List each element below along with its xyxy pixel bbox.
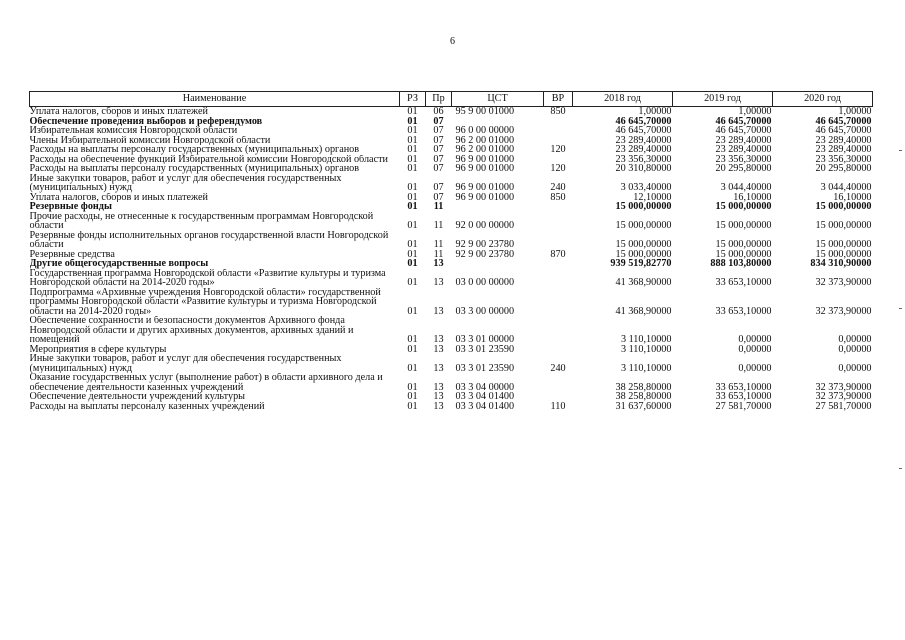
row-2019: 23 289,40000	[715, 135, 772, 145]
row-vr	[544, 212, 573, 231]
table-row	[30, 316, 873, 345]
row-rz: 01	[407, 220, 418, 231]
row-name: Оказание государственных услуг (выполнение работ) в области архивного дела и обеспечение деятельности казенных учреждений	[29, 373, 383, 392]
row-rz: 01	[407, 344, 418, 354]
row-pr: 13	[433, 334, 444, 345]
row-rz: 01	[407, 182, 418, 193]
row-vr	[544, 373, 573, 392]
row-2020: 1,00000	[838, 106, 872, 117]
row-2020: 20 295,80000	[815, 164, 872, 174]
row-2018: 15 000,00000	[615, 220, 672, 231]
row-2018: 15 000,00000	[615, 202, 672, 212]
row-2019: 33 653,10000	[715, 277, 772, 288]
row-rz: 01	[407, 145, 418, 155]
header-name: Наименование	[30, 92, 400, 107]
row-2019: 23 356,30000	[715, 154, 772, 164]
table-row	[30, 345, 873, 355]
row-cst: 95 9 00 01000	[455, 106, 515, 117]
row-name: Расходы на выплаты персоналу государственных (муниципальных) органов	[29, 164, 360, 174]
row-2020: 15 000,00000	[815, 220, 872, 231]
row-2018: 3 110,10000	[620, 344, 672, 354]
row-2018: 15 000,00000	[615, 249, 672, 259]
row-rz: 01	[407, 249, 418, 259]
row-vr: 110	[550, 401, 566, 411]
header-2018: 2018 год	[573, 92, 673, 107]
row-2019: 33 653,10000	[715, 381, 772, 392]
row-2019: 46 645,70000	[715, 126, 772, 136]
row-2018: 1,00000	[638, 106, 672, 117]
row-rz: 01	[407, 305, 418, 316]
row-name: Обеспечение проведения выборов и референдумов	[29, 116, 263, 126]
row-2019: 27 581,70000	[715, 401, 772, 411]
row-cst: 03 3 04 00000	[455, 381, 515, 392]
header-pr: Пр	[426, 92, 452, 107]
row-pr: 13	[433, 344, 444, 354]
table-row	[30, 107, 873, 117]
row-cst	[452, 202, 544, 212]
margin-mark	[899, 308, 902, 309]
row-name: Уплата налогов, сборов и иных платежей	[29, 192, 208, 202]
table-row	[30, 202, 873, 212]
row-vr: 870	[550, 249, 566, 259]
row-2019: 23 289,40000	[715, 145, 772, 155]
row-cst: 92 9 00 23780	[455, 249, 515, 259]
row-2020: 3 044,40000	[820, 182, 872, 193]
row-cst: 92 9 00 23780	[455, 239, 515, 250]
table-row	[30, 174, 873, 193]
row-name: Прочие расходы, не отнесенные к государственным программам Новгородской области	[29, 211, 374, 231]
row-2019: 3 044,40000	[720, 182, 772, 193]
row-2018: 46 645,70000	[615, 126, 672, 136]
table-row	[30, 193, 873, 203]
row-2019: 15 000,00000	[715, 239, 772, 250]
row-vr: 240	[550, 182, 566, 193]
row-2020: 0,00000	[838, 362, 872, 373]
row-cst: 03 3 04 01400	[455, 392, 515, 402]
margin-mark	[899, 150, 902, 151]
row-2019: 15 000,00000	[715, 220, 772, 231]
table-row	[30, 250, 873, 260]
row-rz: 01	[407, 116, 418, 126]
row-2018: 31 637,60000	[615, 401, 672, 411]
row-pr: 07	[433, 135, 444, 145]
row-name: Резервные средства	[29, 249, 115, 259]
row-vr	[544, 269, 573, 288]
row-vr: 850	[550, 106, 566, 117]
row-pr: 07	[433, 182, 444, 193]
row-pr: 13	[433, 259, 444, 269]
row-2020: 46 645,70000	[815, 126, 872, 136]
row-2019: 0,00000	[738, 344, 772, 354]
table-row	[30, 354, 873, 373]
table-row	[30, 373, 873, 392]
row-2020: 23 289,40000	[815, 135, 872, 145]
row-rz: 01	[407, 381, 418, 392]
row-2019: 1,00000	[738, 106, 772, 117]
row-pr: 11	[433, 249, 444, 259]
row-pr: 07	[433, 192, 444, 202]
row-pr: 06	[433, 106, 444, 117]
row-name: Иные закупки товаров, работ и услуг для обеспечения государственных (муниципальных) нужд	[29, 173, 342, 193]
row-2020: 23 289,40000	[815, 145, 872, 155]
row-2018: 939 519,82770	[610, 259, 672, 269]
row-rz: 01	[407, 192, 418, 202]
row-2018: 3 033,40000	[620, 182, 672, 193]
row-pr: 07	[433, 126, 444, 136]
row-2020: 15 000,00000	[815, 202, 872, 212]
row-name: Мероприятия в сфере культуры	[29, 344, 167, 354]
row-vr	[544, 392, 573, 402]
table-row	[30, 155, 873, 165]
table-row	[30, 269, 873, 288]
row-2020: 16,10000	[833, 192, 872, 202]
header-cst: ЦСТ	[452, 92, 544, 107]
header-2020: 2020 год	[773, 92, 873, 107]
table-row	[30, 231, 873, 250]
row-2019: 0,00000	[738, 362, 772, 373]
row-name: Расходы на обеспечение функций Избирательной комиссии Новгородской области	[29, 154, 388, 164]
row-pr: 11	[433, 239, 444, 250]
row-vr	[544, 202, 573, 212]
header-vr: ВР	[544, 92, 573, 107]
row-rz: 01	[407, 106, 418, 117]
row-vr	[544, 288, 573, 317]
row-name: Государственная программа Новгородской области «Развитие культуры и туризма Новгородской области на 2014-2020 годы»	[29, 268, 386, 288]
header-2019: 2019 год	[673, 92, 773, 107]
row-2018: 15 000,00000	[615, 239, 672, 250]
row-2018: 46 645,70000	[615, 116, 672, 126]
row-pr: 13	[433, 392, 444, 402]
table-body	[30, 107, 873, 412]
row-name: Резервные фонды	[29, 202, 112, 212]
row-2018: 12,10000	[633, 192, 672, 202]
row-2020: 834 310,90000	[810, 259, 872, 269]
row-2020: 15 000,00000	[815, 249, 872, 259]
row-2019: 33 653,10000	[715, 392, 772, 402]
row-vr: 120	[550, 164, 566, 174]
row-rz: 01	[407, 334, 418, 345]
row-2020: 0,00000	[838, 344, 872, 354]
row-vr	[544, 126, 573, 136]
row-name: Уплата налогов, сборов и иных платежей	[29, 106, 208, 117]
row-vr	[544, 117, 573, 127]
table-row	[30, 259, 873, 269]
table-header-row	[30, 92, 873, 107]
row-2019: 20 295,80000	[715, 164, 772, 174]
row-rz: 01	[407, 126, 418, 136]
row-rz: 01	[407, 277, 418, 288]
table-row	[30, 402, 873, 412]
row-pr: 13	[433, 401, 444, 411]
row-2018: 41 368,90000	[615, 305, 672, 316]
row-rz: 01	[407, 135, 418, 145]
row-cst: 03 3 00 00000	[455, 305, 515, 316]
row-cst: 03 3 01 00000	[455, 334, 515, 345]
table-row	[30, 117, 873, 127]
row-name: Обеспечение деятельности учреждений культуры	[29, 392, 246, 402]
table-row	[30, 136, 873, 146]
row-name: Избирательная комиссия Новгородской области	[29, 126, 238, 136]
row-name: Члены Избирательной комиссии Новгородской области	[29, 135, 271, 145]
row-cst: 03 3 04 01400	[455, 401, 515, 411]
table-row	[30, 126, 873, 136]
margin-mark	[899, 468, 902, 469]
row-name: Расходы на выплаты персоналу государственных (муниципальных) органов	[29, 145, 360, 155]
row-2019: 33 653,10000	[715, 305, 772, 316]
row-pr: 13	[433, 381, 444, 392]
table-row	[30, 164, 873, 174]
table-row	[30, 212, 873, 231]
row-rz: 01	[407, 362, 418, 373]
row-rz: 01	[407, 259, 418, 269]
row-vr	[544, 231, 573, 250]
row-2020: 23 356,30000	[815, 154, 872, 164]
row-rz: 01	[407, 164, 418, 174]
row-cst: 96 0 00 00000	[455, 126, 515, 136]
row-2019: 888 103,80000	[710, 259, 772, 269]
row-cst: 03 3 01 23590	[455, 362, 515, 373]
row-pr: 11	[433, 202, 444, 212]
row-pr: 07	[433, 116, 444, 126]
row-pr: 07	[433, 154, 444, 164]
row-2020: 32 373,90000	[815, 381, 872, 392]
row-2020: 0,00000	[838, 334, 872, 345]
row-name: Другие общегосударственные вопросы	[29, 259, 209, 269]
row-pr: 07	[433, 164, 444, 174]
row-2018: 38 258,80000	[615, 392, 672, 402]
row-2019: 46 645,70000	[715, 116, 772, 126]
row-pr: 13	[433, 277, 444, 288]
row-cst: 03 0 00 00000	[455, 277, 515, 288]
row-2019: 16,10000	[733, 192, 772, 202]
row-name: Обеспечение сохранности и безопасности документов Архивного фонда Новгородской области и других архивных документов, архивных зданий и помещений	[29, 316, 354, 345]
row-2020: 32 373,90000	[815, 392, 872, 402]
row-2018: 23 289,40000	[615, 135, 672, 145]
row-rz: 01	[407, 239, 418, 250]
row-name: Подпрограмма «Архивные учреждения Новгородской области» государственной программы Новгородской области «Развитие культуры и туризма Новгородской области на 2014-2020 годы»	[29, 287, 381, 316]
row-2018: 3 110,10000	[620, 362, 672, 373]
row-2020: 15 000,00000	[815, 239, 872, 250]
row-rz: 01	[407, 392, 418, 402]
row-2020: 32 373,90000	[815, 277, 872, 288]
row-2019: 0,00000	[738, 334, 772, 345]
table-row	[30, 145, 873, 155]
row-2018: 20 310,80000	[615, 164, 672, 174]
row-cst: 96 2 00 01000	[455, 135, 515, 145]
row-rz: 01	[407, 202, 418, 212]
row-cst: 96 9 00 01000	[455, 154, 515, 164]
row-cst: 92 0 00 00000	[455, 220, 515, 231]
row-2018: 38 258,80000	[615, 381, 672, 392]
row-cst: 03 3 01 23590	[455, 344, 515, 354]
row-rz: 01	[407, 154, 418, 164]
row-vr: 850	[550, 192, 566, 202]
row-cst	[452, 117, 544, 127]
row-vr: 120	[550, 145, 566, 155]
row-name: Расходы на выплаты персоналу казенных учреждений	[29, 401, 265, 411]
row-pr: 07	[433, 145, 444, 155]
page-number: 6	[450, 36, 455, 47]
row-2020: 32 373,90000	[815, 305, 872, 316]
row-vr	[544, 316, 573, 345]
row-2018: 23 289,40000	[615, 145, 672, 155]
row-2019: 15 000,00000	[715, 202, 772, 212]
row-vr	[544, 136, 573, 146]
row-cst	[452, 259, 544, 269]
row-vr: 240	[550, 362, 566, 373]
row-vr	[544, 155, 573, 165]
row-name: Резервные фонды исполнительных органов государственной власти Новгородской области	[29, 230, 389, 250]
row-2020: 27 581,70000	[815, 401, 872, 411]
row-vr	[544, 259, 573, 269]
row-rz: 01	[407, 401, 418, 411]
row-cst: 96 9 00 01000	[455, 164, 515, 174]
row-2019: 15 000,00000	[715, 249, 772, 259]
row-name: Иные закупки товаров, работ и услуг для обеспечения государственных (муниципальных) нужд	[29, 354, 342, 373]
table-row	[30, 392, 873, 402]
row-2018: 3 110,10000	[620, 334, 672, 345]
row-cst: 96 9 00 01000	[455, 192, 515, 202]
budget-table	[29, 91, 873, 411]
row-2018: 41 368,90000	[615, 277, 672, 288]
row-2020: 46 645,70000	[815, 116, 872, 126]
row-cst: 96 2 00 01000	[455, 145, 515, 155]
row-vr	[544, 345, 573, 355]
row-pr: 13	[433, 362, 444, 373]
row-pr: 11	[433, 220, 444, 231]
row-2018: 23 356,30000	[615, 154, 672, 164]
row-pr: 13	[433, 305, 444, 316]
table-row	[30, 288, 873, 317]
header-rz: РЗ	[400, 92, 426, 107]
row-cst: 96 9 00 01000	[455, 182, 515, 193]
